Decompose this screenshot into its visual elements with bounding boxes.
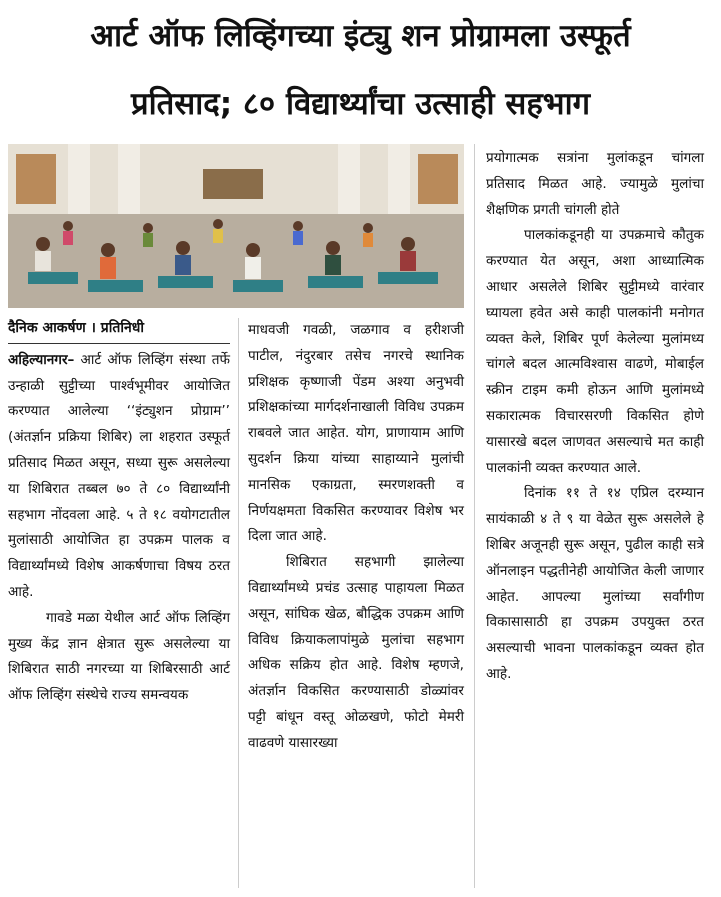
paragraph-7: दिनांक ११ ते १४ एप्रिल दरम्यान सायंकाळी ४ ते ९ या वेळेत सुरू असलेले हे शिबिर अजूनही सुरू असून, पुढील काही सत्रे ऑनलाइन पद्धतीनेही आयोजित केली जाणार आहेत. आपल्या मुलांच्या सर्वांगीण विकासासाठी हा उपक्रम उपयुक्त ठरत असल्याची भावना पालकांकडून व्यक्त होत आहे. <box>486 485 704 682</box>
column-divider-1 <box>238 318 239 888</box>
headline-line-1: आर्ट ऑफ लिव्हिंगच्या इंट्यु शन प्रोग्रामला उस्फूर्त <box>90 18 631 54</box>
group-photo-icon <box>8 144 464 308</box>
paragraph-6: पालकांकडूनही या उपक्रमाचे कौतुक करण्यात येत असून, अशा आध्यात्मिक आधार असलेले शिबिर सुट्टीमध्ये वारंवार घ्यायला हवेत असे काही पालकांनी मनोगत व्यक्त केले, शिबिर पूर्ण केलेल्या मुलांमध्य चांगले बदल आत्मविश्वास वाढणे, मोबाईल स्क्रीन टाइम कमी होऊन आणि मुलांमध्ये सकारात्मक विचारसरणी विकसित होणे यासारखे बदल जाणवत असल्याचे मत काही पालकांनी व्यक्त करण्यात आले. <box>486 227 704 476</box>
paragraph-2: गावडे मळा येथील आर्ट ऑफ लिव्हिंग मुख्य केंद्र ज्ञान क्षेत्रात सुरू असलेल्या या शिबिरात साठी नगरच्या या शिबिरसाठी आर्ट ऑफ लिव्हिंग संस्थेचे राज्य समन्वयक <box>8 609 230 704</box>
article-column-1 <box>8 316 230 709</box>
article-photo <box>8 144 464 308</box>
byline-divider <box>8 343 230 344</box>
paragraph-1: आर्ट ऑफ लिव्हिंग संस्था तर्फे उन्हाळी सुट्टीच्या पार्श्वभूमीवर आयोजित करण्यात आलेल्या ‘‘इंट्युशन प्रोग्राम’’ (अंतर्ज्ञान प्रक्रिया शिबिर) ला शहरात उस्फूर्त प्रतिसाद मिळत असून, सध्या सुरू असलेल्या या शिबिरात तब्बल ७० ते ८० विद्यार्थ्यांनी सहभाग नोंदवला आहे. ५ ते १८ वयोगटातील मुलांसाठी आयोजित हा उपक्रम पालक व विद्यार्थ्यांमध्ये विशेष आकर्षणाचा विषय ठरत आहे. <box>8 351 230 600</box>
paragraph-5: प्रयोगात्मक सत्रांना मुलांकडून चांगला प्रतिसाद मिळत आहे. ज्यामुळे मुलांचा शैक्षणिक प्रगती चांगली होते <box>486 150 704 218</box>
paragraph-3: माधवजी गवळी, जळगाव व हरीशजी पाटील, नंदुरबार तसेच नगरचे स्थानिक प्रशिक्षक कृष्णाजी पेंडम अश्या अनुभवी प्रशिक्षकांच्या मार्गदर्शनाखाली विविध उपक्रम राबवले जात आहेत. योग, प्राणायाम आणि सुदर्शन क्रिया यांच्या साहाय्याने मुलांची मानसिक एकाग्रता, स्मरणशक्ती व निर्णयक्षमता विकसित करण्यावर विशेष भर दिला जात आहे. <box>248 322 464 545</box>
headline-line-2: प्रतिसाद; ८० विद्यार्थ्यांचा उत्साही सहभाग <box>130 86 591 122</box>
paragraph-4: शिबिरात सहभागी झालेल्या विद्यार्थ्यांमध्ये प्रचंड उत्साह पाहायला मिळत असून, सांघिक खेळ, बौद्धिक उपक्रम आणि विविध क्रियाकलापांमुळे मुलांचा सहभाग अधिक सक्रिय होत आहे. विशेष म्हणजे, अंतर्ज्ञान विकसित करण्यासाठी डोळ्यांवर पट्टी बांधून वस्तू ओळखणे, फोटो मेमरी वाढवणे यासारख्या <box>248 554 464 751</box>
article-column-2 <box>248 318 464 757</box>
article-column-3 <box>486 146 704 688</box>
column-divider-2 <box>474 144 475 888</box>
byline: दैनिक आकर्षण । प्रतिनिधी <box>8 320 144 336</box>
dateline: अहिल्यानगर– <box>8 351 75 368</box>
